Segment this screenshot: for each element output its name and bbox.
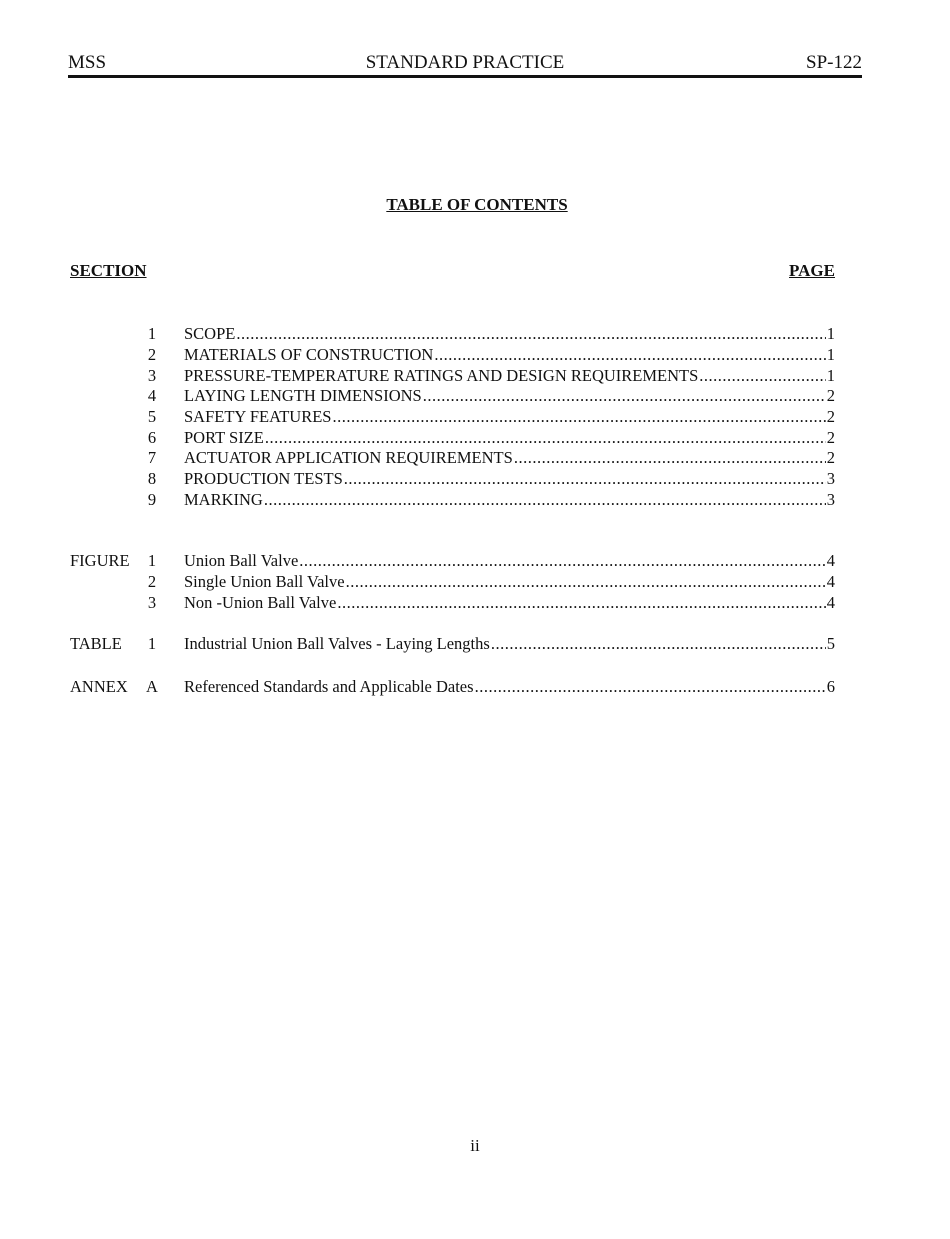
toc-number: 1 [147,551,157,570]
header-rule [68,75,862,78]
toc-number: 1 [147,324,157,343]
leader-dots [491,633,826,654]
toc-page: 3 [826,469,835,488]
toc-page: 6 [826,677,835,696]
toc-row [0,447,950,468]
toc-number: 3 [147,366,157,385]
toc-page: 5 [826,634,835,653]
toc-number: 2 [147,572,157,591]
leader-dots [236,323,825,344]
annex-group-label: ANNEX [70,677,128,696]
leader-dots [699,365,825,386]
toc-title-text: MARKING [184,490,263,509]
toc-number: 5 [147,407,157,426]
toc-row [0,468,950,489]
toc-row [0,344,950,365]
leader-dots [346,571,826,592]
leader-dots [423,385,826,406]
page-column-heading: PAGE [789,261,835,280]
toc-row [0,365,950,386]
toc-page: 2 [826,407,835,426]
toc-page: 4 [826,551,835,570]
leader-dots [299,550,825,571]
toc-number: 7 [147,448,157,467]
toc-title-text: ACTUATOR APPLICATION REQUIREMENTS [184,448,513,467]
toc-title-text: MATERIALS OF CONSTRUCTION [184,345,434,364]
header-right: SP-122 [806,52,862,73]
leader-dots [514,447,826,468]
header-left: MSS [68,52,107,73]
leader-dots [337,592,825,613]
toc-row [0,406,950,427]
toc-number: 4 [147,386,157,405]
figure-group-label: FIGURE [70,551,130,570]
toc-page: 2 [826,448,835,467]
leader-dots [265,427,826,448]
toc-row [0,550,950,571]
leader-dots [264,489,826,510]
toc-title-text: PORT SIZE [184,428,264,447]
toc-title-text: SCOPE [184,324,236,343]
toc-number: 9 [147,490,157,509]
toc-page: 4 [826,572,835,591]
leader-dots [344,468,826,489]
toc-title-text: PRODUCTION TESTS [184,469,343,488]
toc-row [0,571,950,592]
toc-row [0,385,950,406]
toc-title-text: PRESSURE-TEMPERATURE RATINGS AND DESIGN REQUIREMENTS [184,366,699,385]
toc-row [0,676,950,697]
leader-dots [434,344,825,365]
toc-number: 3 [147,593,157,612]
toc-title-text: Referenced Standards and Applicable Dates [184,677,474,696]
toc-title-text: LAYING LENGTH DIMENSIONS [184,386,422,405]
toc-row [0,489,950,510]
toc-title-text: Industrial Union Ball Valves - Laying Lengths [184,634,490,653]
toc-page: 2 [826,428,835,447]
page-number: ii [470,1136,480,1155]
toc-page: 3 [826,490,835,509]
toc-row [0,633,950,654]
toc-row [0,323,950,344]
toc-title-text: Non -Union Ball Valve [184,593,337,612]
toc-page: 4 [826,593,835,612]
toc-page: 1 [826,345,835,364]
toc-title-text: SAFETY FEATURES [184,407,332,426]
toc-number: 8 [147,469,157,488]
toc-page: 1 [826,366,835,385]
toc-number: A [146,677,158,696]
toc-number: 1 [147,634,157,653]
toc-row [0,592,950,613]
toc-row [0,427,950,448]
section-column-heading: SECTION [70,261,147,280]
toc-title: TABLE OF CONTENTS [386,195,568,214]
toc-number: 6 [147,428,157,447]
toc-number: 2 [147,345,157,364]
leader-dots [332,406,825,427]
toc-title-text: Single Union Ball Valve [184,572,345,591]
table-group-label: TABLE [70,634,122,653]
toc-title-text: Union Ball Valve [184,551,299,570]
header-center: STANDARD PRACTICE [365,52,565,73]
leader-dots [475,676,826,697]
toc-page: 2 [826,386,835,405]
toc-page: 1 [826,324,835,343]
